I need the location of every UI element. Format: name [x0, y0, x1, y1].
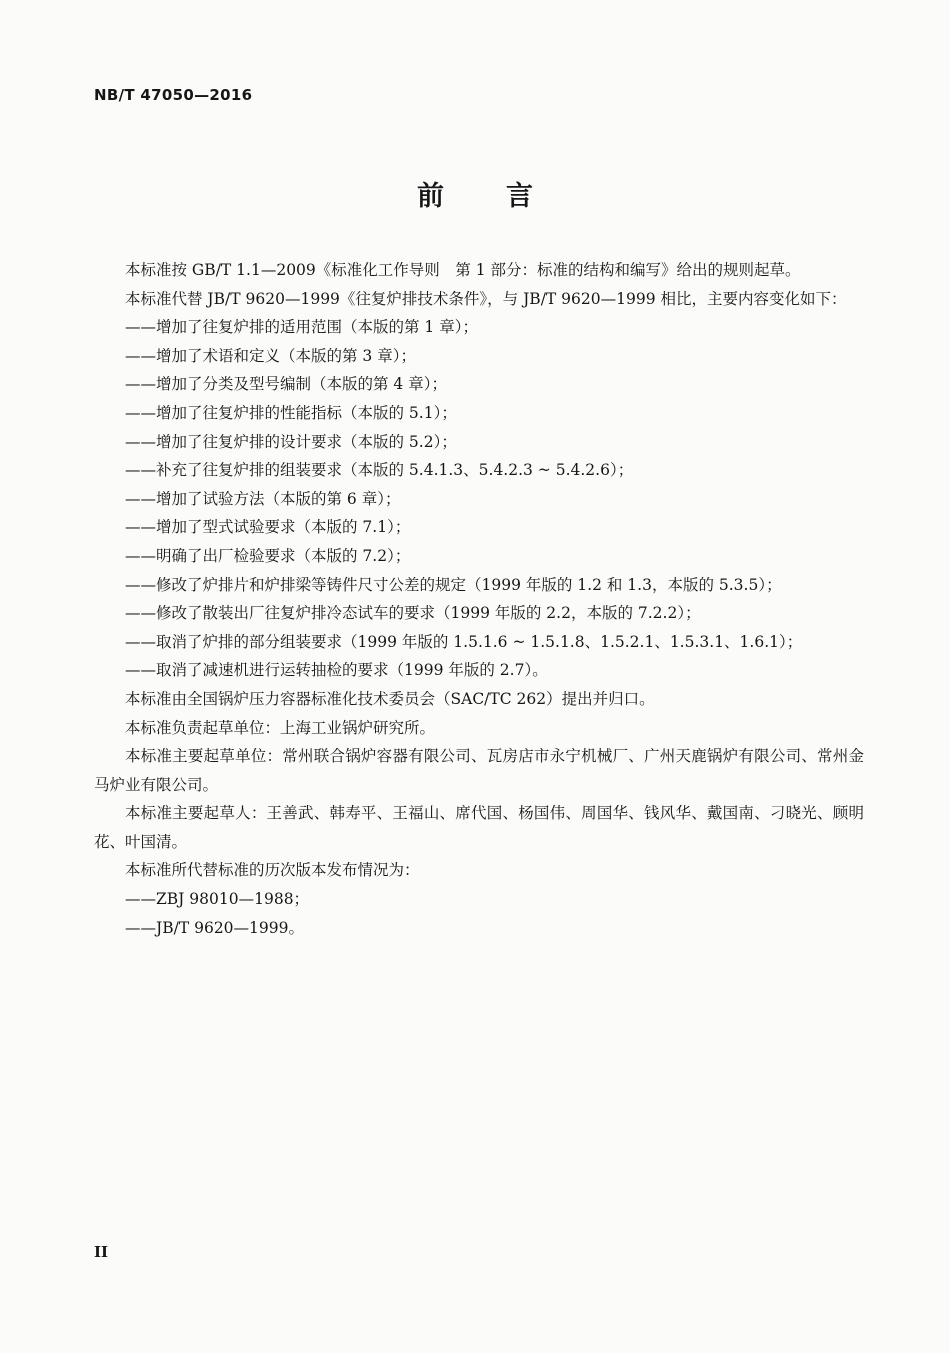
change-item: ——增加了往复炉排的设计要求（本版的 5.2）；	[125, 432, 457, 451]
paragraph-replacement: 本标准代替 JB/T 9620—1999《往复炉排技术条件》，与 JB/T 9620—1999 相比，主要内容变化如下：	[125, 289, 847, 308]
change-item: ——增加了术语和定义（本版的第 3 章）；	[125, 346, 416, 365]
paragraph-drafting-units: 本标准主要起草单位：常州联合锅炉容器有限公司、瓦房店市永宁机械厂、广州天鹿锅炉有限公司、常州金马炉业有限公司。	[94, 747, 864, 794]
change-item: ——增加了型式试验要求（本版的 7.1）；	[125, 518, 411, 537]
change-item: ——增加了往复炉排的性能指标（本版的 5.1）；	[125, 403, 457, 422]
history-item: ——JB/T 9620—1999。	[125, 918, 304, 937]
page-title: 前言	[417, 181, 595, 212]
foreword-body	[94, 256, 864, 942]
change-item: ——补充了往复炉排的组装要求（本版的 5.4.1.3、5.4.2.3 ~ 5.4.2.6）；	[125, 461, 634, 480]
paragraph-history-intro: 本标准所代替标准的历次版本发布情况为：	[125, 861, 420, 880]
change-item: ——取消了减速机进行运转抽检的要求（1999 年版的 2.7）。	[125, 661, 548, 680]
paragraph-drafting-rules: 本标准按 GB/T 1.1—2009《标准化工作导则 第 1 部分：标准的结构和编写》给出的规则起草。	[125, 261, 801, 279]
change-item: ——增加了试验方法（本版的第 6 章）；	[125, 489, 401, 508]
change-item: ——增加了分类及型号编制（本版的第 4 章）；	[125, 375, 447, 394]
page-number: II	[94, 1243, 109, 1261]
paragraph-responsible-unit: 本标准负责起草单位：上海工业锅炉研究所。	[125, 718, 436, 737]
paragraph-proposer: 本标准由全国锅炉压力容器标准化技术委员会（SAC/TC 262）提出并归口。	[125, 689, 655, 708]
change-item: ——取消了炉排的部分组装要求（1999 年版的 1.5.1.6 ~ 1.5.1.8、1.5.2.1、1.5.3.1、1.6.1）；	[125, 632, 803, 651]
standard-code-header: NB/T 47050—2016	[94, 86, 253, 104]
change-item: ——明确了出厂检验要求（本版的 7.2）；	[125, 546, 411, 565]
history-item: ——ZBJ 98010—1988；	[125, 890, 310, 909]
change-item: ——修改了散装出厂往复炉排冷态试车的要求（1999 年版的 2.2，本版的 7.2.2）；	[125, 604, 701, 623]
change-item: ——增加了往复炉排的适用范围（本版的第 1 章）；	[125, 318, 478, 337]
paragraph-drafters: 本标准主要起草人：王善武、韩寿平、王福山、席代国、杨国伟、周国华、钱风华、戴国南、刁晓光、顾明花、叶国清。	[94, 804, 864, 851]
change-item: ——修改了炉排片和炉排梁等铸件尺寸公差的规定（1999 年版的 1.2 和 1.3，本版的 5.3.5）；	[125, 575, 782, 594]
